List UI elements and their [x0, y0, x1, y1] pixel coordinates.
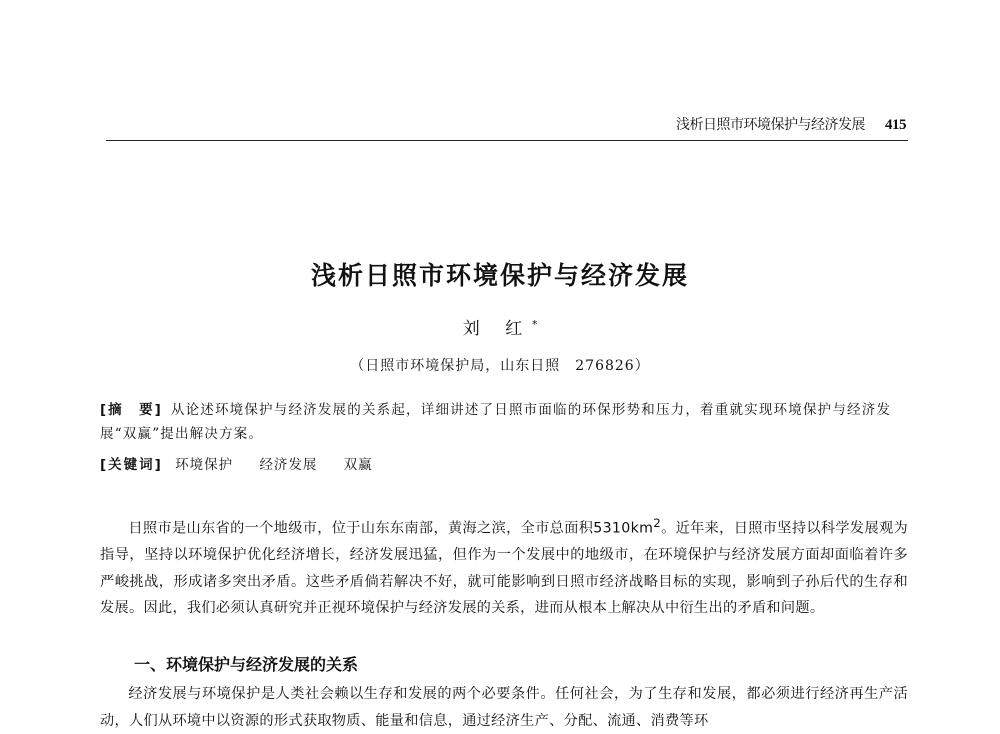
affiliation: （日照市环境保护局，山东日照 276826）	[350, 358, 650, 374]
keyword-item: 环境保护	[175, 457, 234, 473]
keywords	[100, 453, 908, 477]
keyword-item: 经济发展	[259, 457, 318, 473]
keyword-item: 双赢	[343, 457, 373, 473]
body-paragraph-1	[100, 510, 908, 622]
author-footnote-mark: *	[532, 319, 538, 331]
running-header-title: 浅析日照市环境保护与经济发展	[676, 117, 866, 133]
keywords-label: [关键词]	[100, 457, 163, 473]
author-line	[0, 314, 1000, 339]
article-title: 浅析日照市环境保护与经济发展	[310, 261, 689, 290]
body-paragraph-1-start: 日照市是山东省的一个地级市，位于山东东南部，黄海之滨，全市总面积5310km	[128, 520, 654, 537]
running-header	[676, 114, 906, 134]
abstract-text: 从论述环境保护与经济发展的关系起，详细讲述了日照市面临的环保形势和压力，着重就实现环境保护与经济发展“双赢”提出解决方案。	[100, 402, 892, 442]
body-paragraph-2: 经济发展与环境保护是人类社会赖以生存和发展的两个必要条件。任何社会，为了生存和发展，都必须进行经济再生产活动，人们从环境中以资源的形式获取物质、能量和信息，通过经济生产、分配、流通、消费等环	[100, 686, 908, 729]
page-number: 415	[885, 117, 906, 133]
header-rule	[106, 140, 908, 141]
abstract	[100, 398, 908, 446]
author-name: 刘 红	[462, 319, 533, 339]
abstract-label: [摘 要]	[100, 402, 163, 418]
body-paragraph-1-rest: 。近年来，日照市坚持以科学发展观为指导，坚持以环境保护优化经济增长，经济发展迅猛，但作为一个发展中的地级市，在环境保护与经济发展方面却面临着许多严峻挑战，形成诸多突出矛盾。这些矛盾倘若解决不好，就可能影响到日照市经济战略目标的实现，影响到子孙后代的生存和发展。因此，我们必须认真研究并正视环境保护与经济发展的关系，进而从根本上解决从中衍生出的矛盾和问题。	[100, 520, 908, 617]
section-heading: 一、环境保护与经济发展的关系	[134, 655, 359, 674]
area-unit-superscript: 2	[653, 516, 662, 530]
